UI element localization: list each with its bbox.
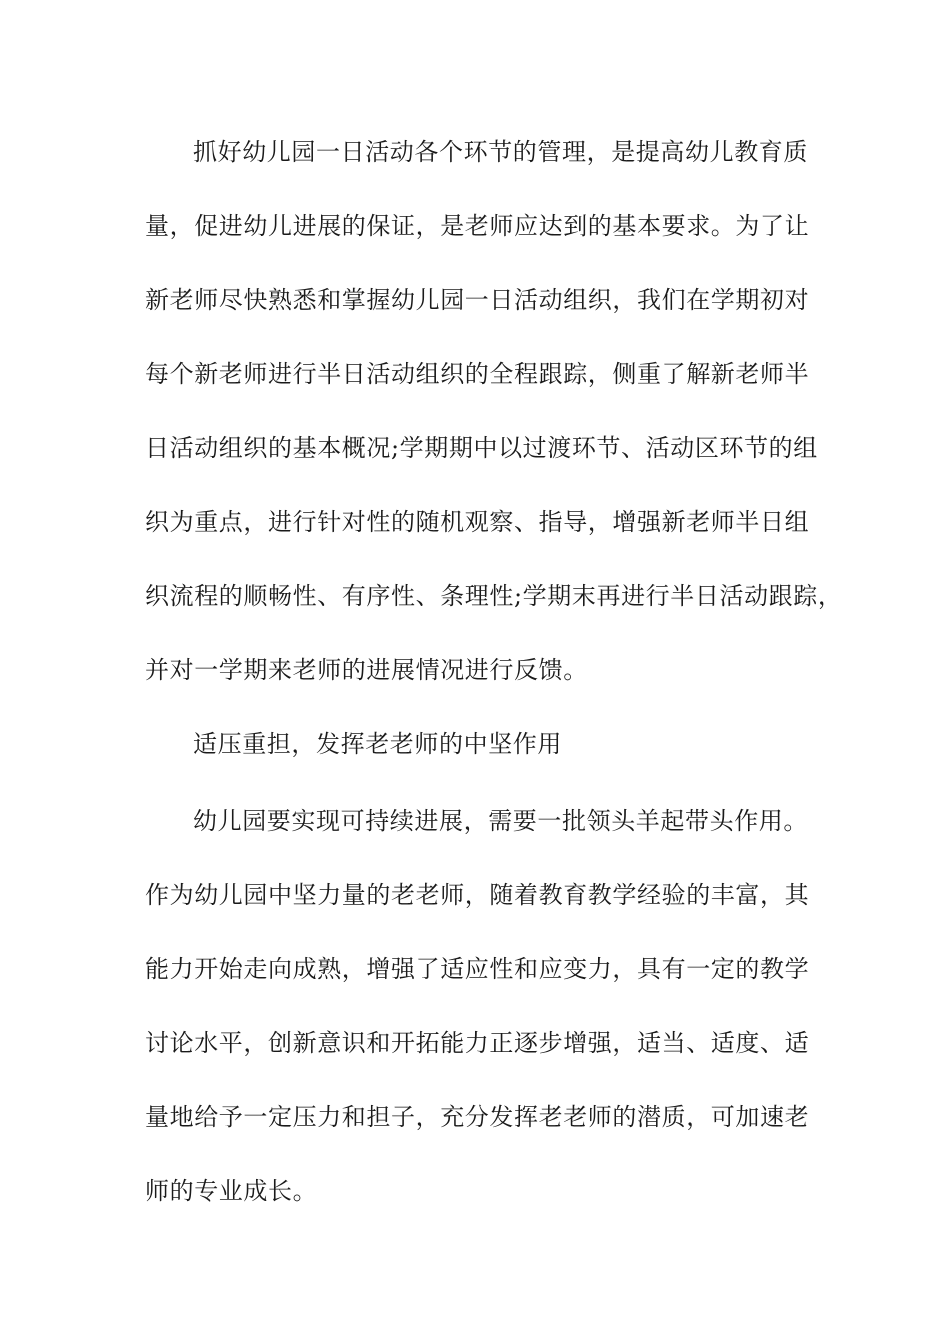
- paragraph-1-line-7: 织流程的顺畅性、有序性、条理性;学期末再进行半日活动跟踪，: [145, 582, 843, 610]
- paragraph-1-line-8: 并对一学期来老师的进展情况进行反馈。: [145, 656, 588, 684]
- paragraph-2-line-3: 能力开始走向成熟，增强了适应性和应变力，具有一定的教学: [145, 955, 810, 983]
- paragraph-2-line-2: 作为幼儿园中坚力量的老老师，随着教育教学经验的丰富，其: [145, 881, 810, 909]
- paragraph-2-line-4: 讨论水平，创新意识和开拓能力正逐步增强，适当、适度、适: [145, 1029, 810, 1057]
- section-heading: 适压重担，发挥老老师的中坚作用: [193, 730, 562, 758]
- paragraph-1-line-1: 抓好幼儿园一日活动各个环节的管理，是提高幼儿教育质: [193, 138, 808, 166]
- paragraph-1-line-4: 每个新老师进行半日活动组织的全程跟踪，侧重了解新老师半: [145, 360, 810, 388]
- paragraph-2-line-1: 幼儿园要实现可持续进展，需要一批领头羊起带头作用。: [193, 807, 808, 835]
- paragraph-1-line-5: 日活动组织的基本概况;学期期中以过渡环节、活动区环节的组: [145, 434, 818, 462]
- paragraph-2-line-5: 量地给予一定压力和担子，充分发挥老老师的潜质，可加速老: [145, 1103, 810, 1131]
- paragraph-2-line-6: 师的专业成长。: [145, 1177, 318, 1205]
- paragraph-1-line-2: 量，促进幼儿进展的保证，是老师应达到的基本要求。为了让: [145, 212, 810, 240]
- paragraph-1-line-6: 织为重点，进行针对性的随机观察、指导，增强新老师半日组: [145, 508, 810, 536]
- paragraph-1-line-3: 新老师尽快熟悉和掌握幼儿园一日活动组织，我们在学期初对: [145, 286, 810, 314]
